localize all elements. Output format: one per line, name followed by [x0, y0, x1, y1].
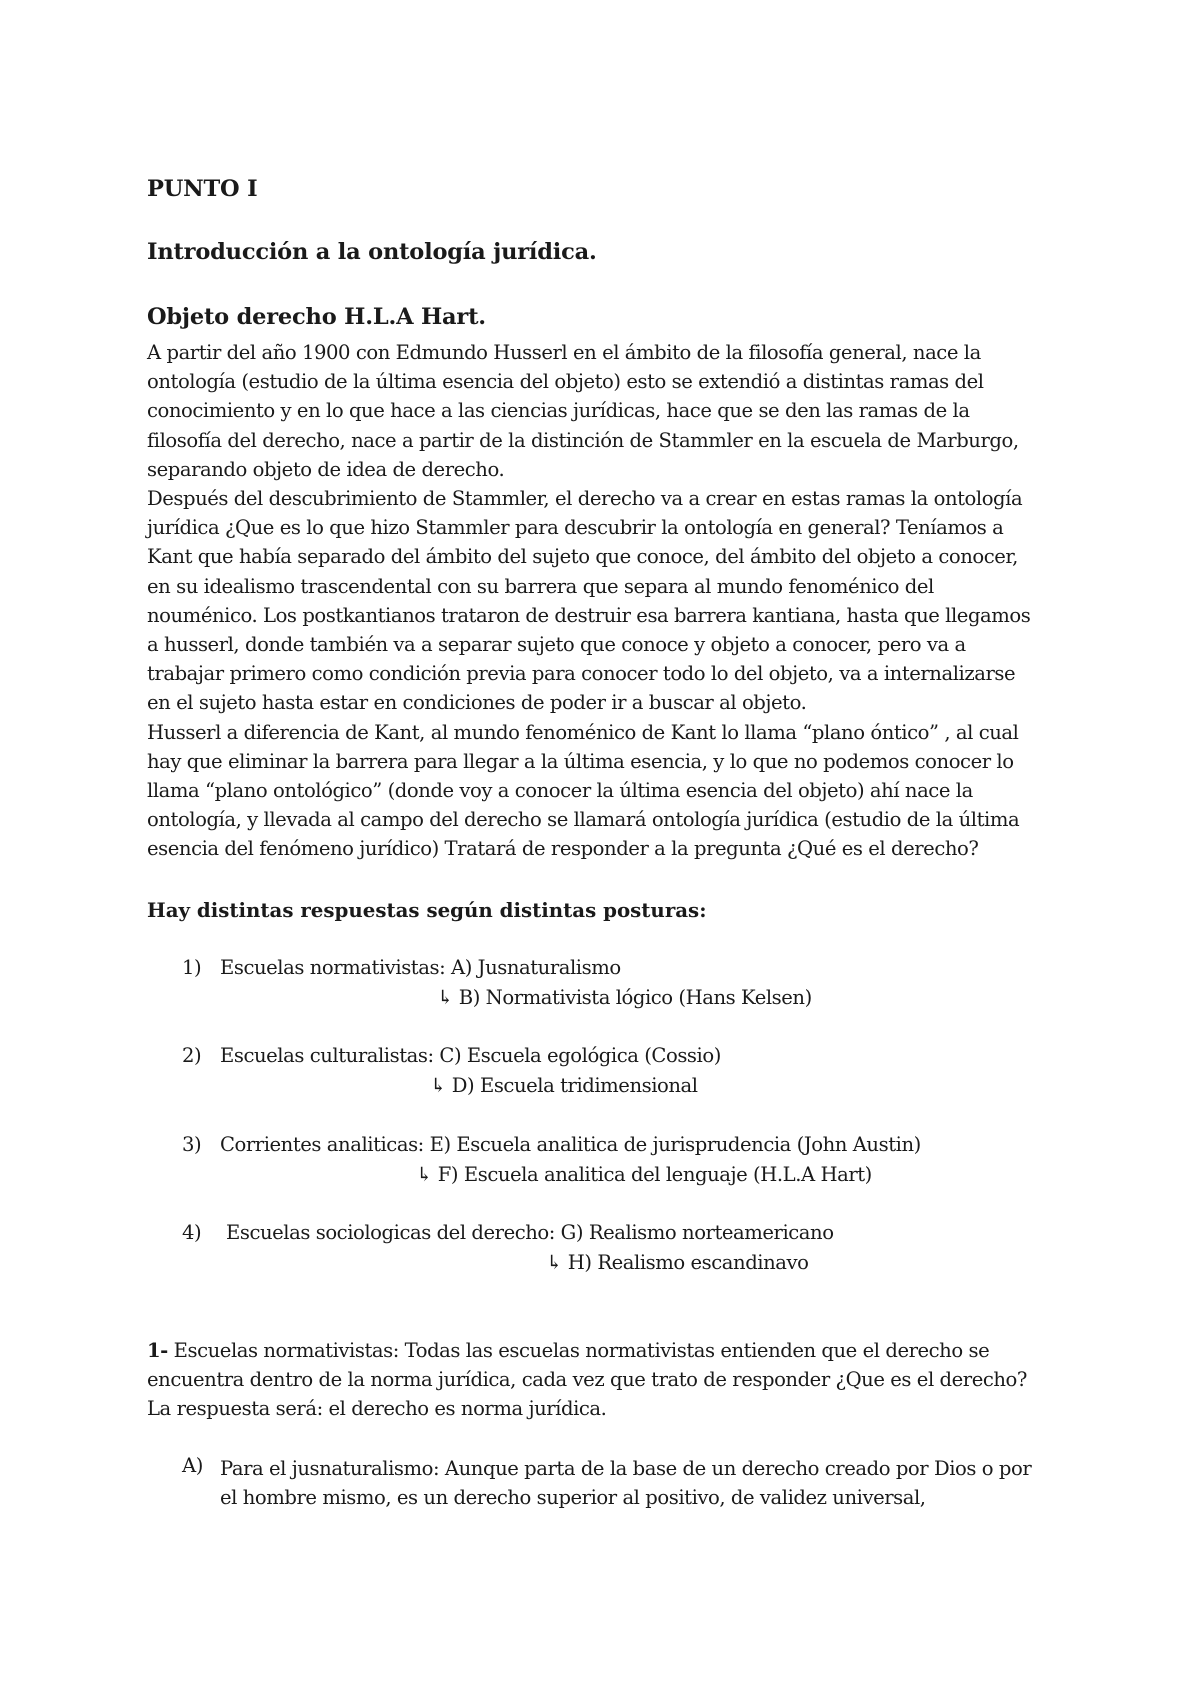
list-item-line1: Escuelas normativistas: A) Jusnaturalismo	[220, 956, 621, 979]
list-item-line1: Escuelas sociologicas del derecho: G) Realismo norteamericano	[226, 1221, 834, 1244]
item-a-label: A)	[182, 1454, 203, 1477]
paragraph-line: conocimiento y en lo que hace a las ciencias jurídicas, hace que se den las ramas de la	[147, 399, 970, 423]
paragraph-line: llama “plano ontológico” (donde voy a conocer la última esencia del objeto) ahí nace la	[147, 779, 973, 803]
paragraph-intro	[147, 338, 1067, 864]
heading-objeto: Objeto derecho H.L.A Hart.	[147, 304, 486, 330]
list-number: 3)	[182, 1133, 202, 1156]
list-item-line1: Corrientes analiticas: E) Escuela analitica de jurisprudencia (John Austin)	[220, 1133, 921, 1156]
paragraph-line: ontología (estudio de la última esencia del objeto) esto se extendió a distintas ramas del	[147, 370, 984, 394]
list-item-line2: ↳ D) Escuela tridimensional	[430, 1074, 698, 1097]
paragraph-line: A partir del año 1900 con Edmundo Husserl en el ámbito de la filosofía general, nace la	[147, 341, 981, 364]
paragraph-line: La respuesta será: el derecho es norma jurídica.	[147, 1397, 607, 1421]
paragraph-line: en su idealismo trascendental con su barrera que separa al mundo fenoménico del	[147, 574, 934, 598]
paragraph-line: nouménico. Los postkantianos trataron de destruir esa barrera kantiana, hasta que llegamos	[147, 603, 1031, 627]
paragraph-line: en el sujeto hasta estar en condiciones de poder ir a buscar al objeto.	[147, 691, 807, 715]
paragraph-line: trabajar primero como condición previa para conocer todo lo del objeto, va a internalizarse	[147, 662, 1016, 686]
list-item-line2: ↳ F) Escuela analitica del lenguaje (H.L.A Hart)	[416, 1163, 872, 1186]
paragraph-line: el hombre mismo, es un derecho superior al positivo, de validez universal,	[220, 1486, 926, 1510]
paragraph-line: hay que eliminar la barrera para llegar a la última esencia, y lo que no podemos conocer lo	[147, 749, 1014, 773]
paragraph-line: encuentra dentro de la norma jurídica, cada vez que trato de responder ¿Que es el derecho?	[147, 1368, 1027, 1392]
paragraph-line: ontología, y llevada al campo del derecho se llamará ontología jurídica (estudio de la última	[147, 808, 1020, 832]
item-a-paragraph	[220, 1454, 1080, 1512]
paragraph-line: Kant que había separado del ámbito del sujeto que conoce, del ámbito del objeto a conocer,	[147, 545, 1018, 569]
list-number: 4)	[182, 1221, 202, 1244]
paragraph-line: filosofía del derecho, nace a partir de la distinción de Stammler en la escuela de Marburgo,	[147, 428, 1019, 452]
list-item-line2: ↳ H) Realismo escandinavo	[546, 1251, 809, 1274]
paragraph-line: Husserl a diferencia de Kant, al mundo fenoménico de Kant lo llama “plano óntico” , al cual	[147, 720, 1019, 744]
list-item-line1: Escuelas culturalistas: C) Escuela egológica (Cossio)	[220, 1044, 721, 1067]
paragraph-line: esencia del fenómeno jurídico) Tratará de responder a la pregunta ¿Qué es el derecho?	[147, 837, 979, 861]
list-number: 2)	[182, 1044, 202, 1067]
paragraph-line: jurídica ¿Que es lo que hizo Stammler para descubrir la ontología en general? Teníamos a	[147, 516, 1004, 540]
section1-paragraph	[147, 1336, 1067, 1424]
heading-punto: PUNTO I	[147, 176, 258, 202]
list-item-line2: ↳ B) Normativista lógico (Hans Kelsen)	[437, 986, 812, 1009]
paragraph-line: Después del descubrimiento de Stammler, el derecho va a crear en estas ramas la ontología	[147, 487, 1023, 511]
heading-intro: Introducción a la ontología jurídica.	[147, 239, 597, 265]
paragraph-line: Para el jusnaturalismo: Aunque parta de la base de un derecho creado por Dios o por	[220, 1457, 1032, 1480]
subheading-respuestas: Hay distintas respuestas según distintas posturas:	[147, 898, 707, 922]
paragraph-line: separando objeto de idea de derecho.	[147, 457, 505, 481]
paragraph-line: Escuelas normativistas: Todas las escuelas normativistas entienden que el derecho se	[167, 1339, 990, 1362]
section1-number: 1-	[147, 1339, 168, 1362]
list-number: 1)	[182, 956, 202, 979]
paragraph-line: a husserl, donde también va a separar sujeto que conoce y objeto a conocer, pero va a	[147, 633, 966, 657]
